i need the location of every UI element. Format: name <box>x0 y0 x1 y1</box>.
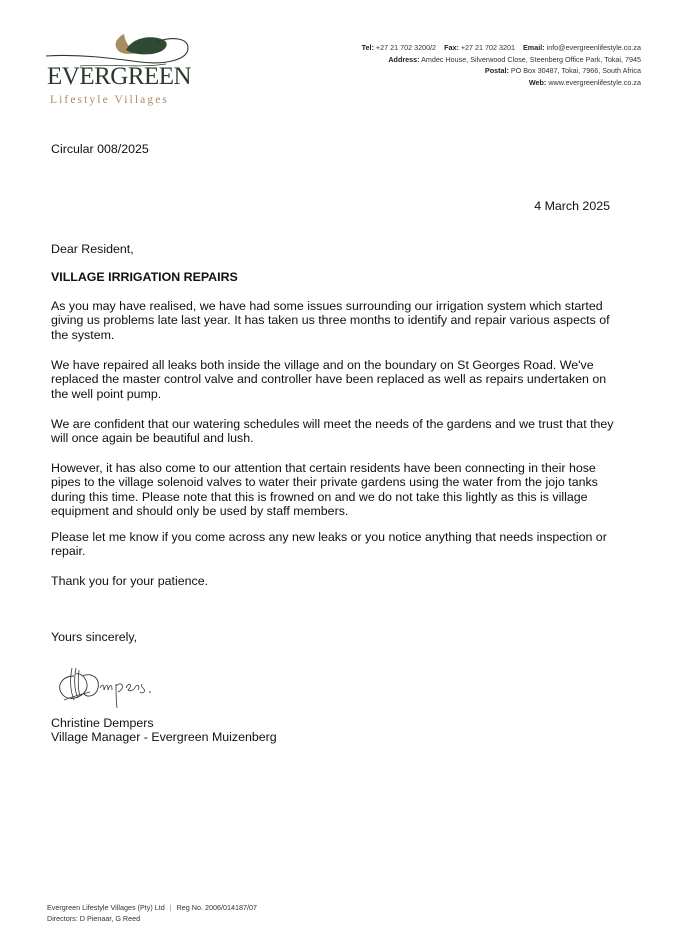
paragraph-thanks: Thank you for your patience. <box>51 574 209 588</box>
footer-directors-line <box>47 913 257 924</box>
fax-value: +27 21 702 3201 <box>460 43 516 52</box>
footer-directors: D Pienaar, G Reed <box>79 914 141 923</box>
footer-reg-label: Reg No. <box>176 903 203 912</box>
signer-name: Christine Dempers <box>51 716 154 730</box>
contact-line-address <box>362 54 641 66</box>
contact-info <box>362 42 641 88</box>
footer-reg-number: 2006/014187/07 <box>204 903 257 912</box>
footer-company: Evergreen Lifestyle Villages (Pty) Ltd <box>47 903 165 912</box>
circular-number: Circular 008/2025 <box>51 142 149 156</box>
logo-tagline: Lifestyle Villages <box>50 94 169 106</box>
logo-wordmark: EVERGREEN <box>47 63 192 90</box>
tel-value: +27 21 702 3200/2 <box>375 43 437 52</box>
signer-block <box>51 716 277 745</box>
postal-value: PO Box 30487, Tokai, 7966, South Africa <box>510 66 641 75</box>
paragraph-intro: As you may have realised, we have had some issues surrounding our irrigation system which started giving us problems late last year. It has taken us three months to identify and repair various aspects of the system. <box>51 299 610 342</box>
paragraph-warning: However, it has also come to our attention that certain residents have been connecting in their hose pipes to the village solenoid valves to water their private gardens using the water from the jojo tanks during this time. Please note that this is frowned on and we do not take this lightly as this is village equipment and should only be used by staff members. <box>51 461 598 518</box>
fax-label: Fax: <box>444 43 459 52</box>
closing: Yours sincerely, <box>51 630 138 644</box>
web-link[interactable]: www.evergreenlifestyle.co.za <box>548 77 641 87</box>
paragraph-report-leaks: Please let me know if you come across any new leaks or you notice anything that needs inspection or repair. <box>51 530 607 559</box>
contact-line-phone <box>362 42 641 54</box>
postal-label: Postal: <box>484 66 509 75</box>
email-link[interactable]: info@evergreenlifestyle.co.za <box>546 43 641 52</box>
footer <box>47 902 257 924</box>
contact-line-web <box>362 77 641 89</box>
email-label: Email: <box>523 43 545 52</box>
signer-title: Village Manager - Evergreen Muizenberg <box>51 730 277 745</box>
tel-label: Tel: <box>361 43 374 52</box>
salutation: Dear Resident, <box>51 242 134 256</box>
contact-line-postal <box>362 65 641 77</box>
web-label: Web: <box>528 77 547 87</box>
signature-icon <box>52 662 157 712</box>
address-label: Address: <box>388 54 420 64</box>
footer-directors-label: Directors: <box>47 914 78 923</box>
subject-heading: VILLAGE IRRIGATION REPAIRS <box>51 270 238 284</box>
letter-date: 4 March 2025 <box>534 199 610 213</box>
footer-company-line <box>47 902 257 913</box>
paragraph-confidence: We are confident that our watering schedules will meet the needs of the gardens and we trust that they will once again be beautiful and lush. <box>51 417 614 446</box>
address-value: Amdec House, Silverwood Close, Steenberg Office Park, Tokai, 7945 <box>421 54 641 64</box>
company-logo <box>40 28 200 113</box>
paragraph-repairs: We have repaired all leaks both inside the village and on the boundary on St Georges Road. We've replaced the master control valve and controller have been replaced as well as repairs undertaken on the well point pump. <box>51 358 607 401</box>
footer-separator: | <box>169 903 172 912</box>
